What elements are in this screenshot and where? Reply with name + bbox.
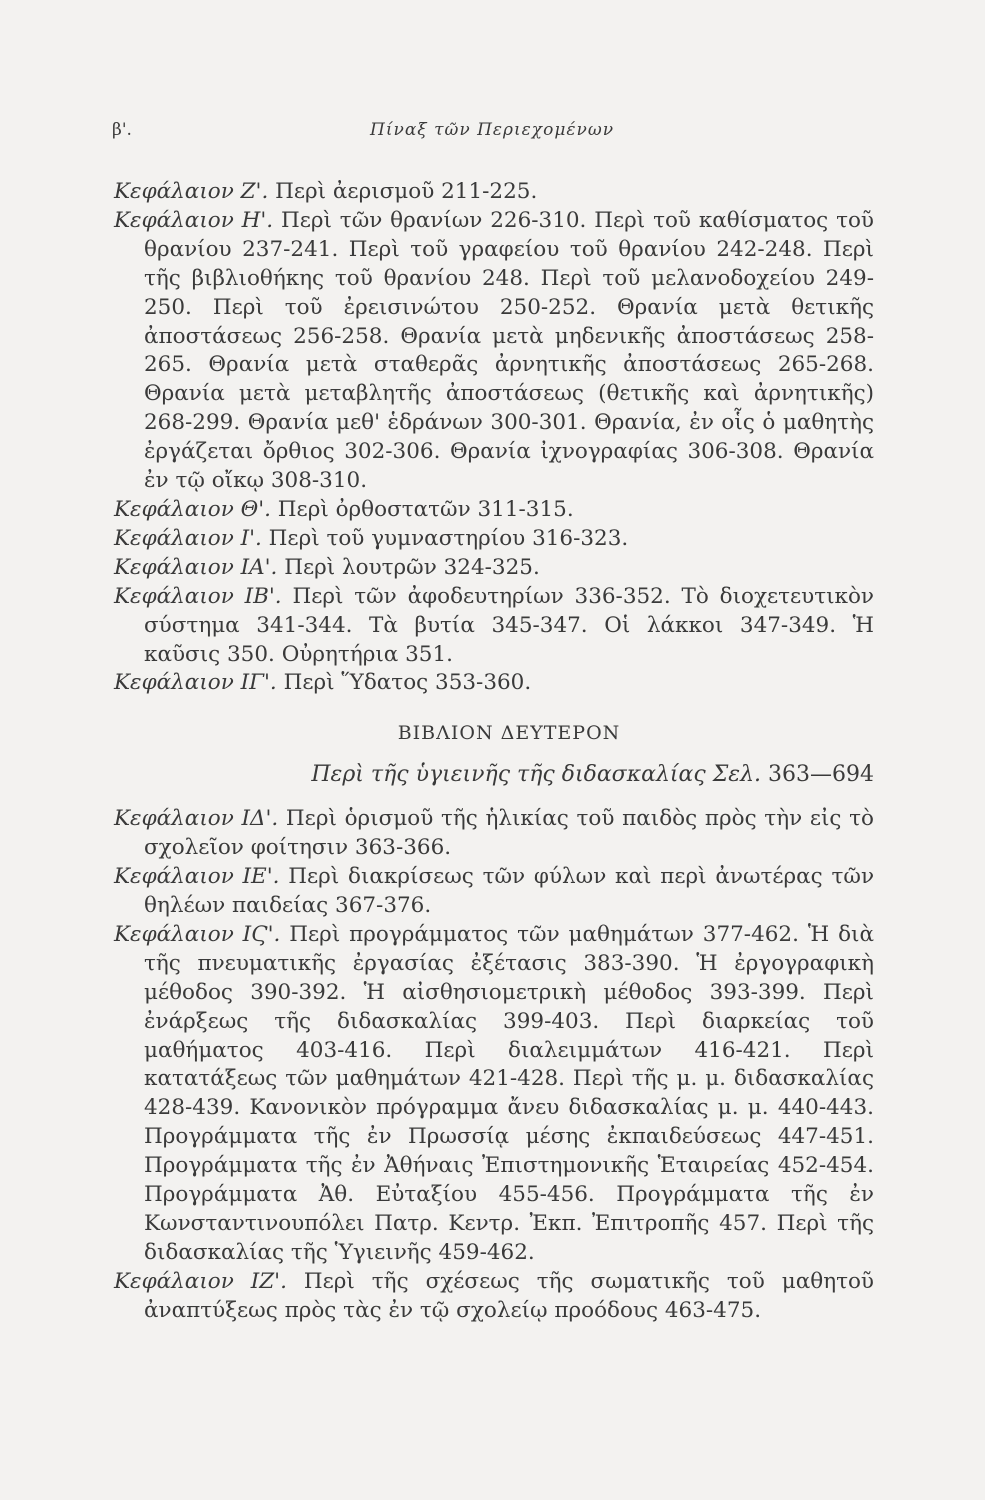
chapter-label: Κεφάλαιον Ζ'. <box>114 179 269 204</box>
chapter-text: Περὶ τῶν θρανίων 226-310. Περὶ τοῦ καθίσματος τοῦ θρανίου 237-241. Περὶ τοῦ γραφείου τοῦ θρανίου 242-248. Περὶ τῆς βιβλιοθήκης τοῦ θρανίου 248. Περὶ τοῦ μελανοδοχείου 249-250. Περὶ τοῦ ἐρεισινώτου 250-252. Θρανία μετὰ θετικῆς ἀποστάσεως 256-258. Θρανία μετὰ μηδενικῆς ἀποστάσεως 258-265. Θρανία μετὰ σταθερᾶς ἀρνητικῆς ἀποστάσεως 265-268. Θρανία μετὰ μεταβλητῆς ἀποστάσεως (θετικῆς καὶ ἀρνητικῆς) 268-299. Θρανία μεθ' ἑδράνων 300-301. Θρανία, ἐν οἷς ὁ μαθητὴς ἐργάζεται ὄρθιος 302-306. Θρανία ἰχνογραφίας 306-308. Θρανία ἐν τῷ οἴκῳ 308-310. <box>144 207 874 494</box>
chapter-label: Κεφάλαιον ΙΕ'. <box>114 864 280 890</box>
chapter-text: Περὶ ὁρισμοῦ τῆς ἡλικίας τοῦ παιδὸς πρὸς τὴν εἰς τὸ σχολεῖον φοίτησιν 363-366. <box>144 806 874 861</box>
chapter-text: Περὶ ὀρθοστατῶν 311-315. <box>270 496 574 522</box>
chapter-entry <box>114 583 874 670</box>
chapter-label: Κεφάλαιον ΙϚ'. <box>114 921 281 947</box>
chapter-entry <box>114 496 874 525</box>
book2-chapter-list <box>114 805 874 1325</box>
running-title: Πίναξ τῶν Περιεχομένων <box>370 120 615 140</box>
chapter-label: Κεφάλαιον ΙΓ'. <box>114 670 277 696</box>
chapter-text: Περὶ προγράμματος τῶν μαθημάτων 377-462. Ἡ διὰ τῆς πνευματικῆς ἐργασίας ἐξέτασις 383-390. Ἡ ἐργογραφικὴ μέθοδος 390-392. Ἡ αἰσθησιομετρικὴ μέθοδος 393-399. Περὶ ἐνάρξεως τῆς διδασκαλίας 399-403. Περὶ διαρκείας τοῦ μαθήματος 403-416. Περὶ διαλειμμάτων 416-421. Περὶ κατατάξεως τῶν μαθημάτων 421-428. Περὶ τῆς μ. μ. διδασκαλίας 428-439. Κανονικὸν πρόγραμμα ἄνευ διδασκαλίας μ. μ. 440-443. Προγράμματα τῆς ἐν Πρωσσίᾳ μέσης ἐκπαιδεύσεως 447-451. Προγράμματα τῆς ἐν Ἀθήναις Ἐπιστημονικῆς Ἑταιρείας 452-454. Προγράμματα Ἀθ. Εὐταξίου 455-456. Προγράμματα τῆς ἐν Κωνσταντινουπόλει Πατρ. Κεντρ. Ἐκπ. Ἐπιτροπῆς 457. Περὶ τῆς διδασκαλίας τῆς Ὑγιεινῆς 459-462. <box>144 921 874 1265</box>
chapter-text: Περὶ Ὕδατος 353-360. <box>276 670 532 696</box>
chapter-text: Περὶ τοῦ γυμναστηρίου 316-323. <box>261 525 629 551</box>
chapter-entry <box>114 805 874 863</box>
chapter-entry <box>114 669 874 698</box>
book2-subtitle-text: Περὶ τῆς ὑγιεινῆς τῆς διδασκαλίας Σελ. <box>311 762 762 788</box>
chapter-label: Κεφάλαιον ΙΑ'. <box>114 554 278 580</box>
chapter-text: Περὶ τῆς σχέσεως τῆς σωματικῆς τοῦ μαθητοῦ ἀναπτύξεως πρὸς τὰς ἐν τῷ σχολείῳ προόδους 463-475. <box>144 1268 874 1323</box>
chapter-label: Κεφάλαιον Ι'. <box>114 525 262 551</box>
chapter-entry <box>114 554 874 583</box>
page-number: β'. <box>112 120 132 140</box>
chapter-entry <box>114 207 874 496</box>
chapter-entry <box>114 921 874 1268</box>
table-of-contents <box>114 178 874 1326</box>
chapter-entry <box>114 1268 874 1326</box>
book2-subtitle <box>114 762 874 787</box>
chapter-label: Κεφάλαιον ΙΒ'. <box>114 583 282 609</box>
book1-chapter-list <box>114 178 874 698</box>
chapter-entry <box>114 863 874 921</box>
chapter-label: Κεφάλαιον ΙΖ'. <box>114 1268 287 1294</box>
chapter-text: Περὶ τῶν ἀφοδευτηρίων 336-352. Τὸ διοχετευτικὸν σύστημα 341-344. Τὰ βυτία 345-347. Οἱ λάκκοι 347-349. Ἡ καῦσις 350. Οὐρητήρια 351. <box>144 583 874 667</box>
book2-heading: ΒΙΒΛΙΟΝ ΔΕΥΤΕΡΟΝ <box>397 722 621 745</box>
chapter-entry <box>114 525 874 554</box>
chapter-label: Κεφάλαιον ΙΔ'. <box>114 806 279 832</box>
chapter-entry <box>114 178 874 207</box>
chapter-text: Περὶ διακρίσεως τῶν φύλων καὶ περὶ ἀνωτέρας τῶν θηλέων παιδείας 367-376. <box>144 864 875 919</box>
chapter-text: Περὶ ἀερισμοῦ 211-225. <box>268 179 538 204</box>
chapter-label: Κεφάλαιον Θ'. <box>114 496 271 522</box>
chapter-label: Κεφάλαιον Η'. <box>114 207 274 233</box>
chapter-text: Περὶ λουτρῶν 324-325. <box>277 554 540 580</box>
book2-page-range: 363—694 <box>761 762 874 788</box>
